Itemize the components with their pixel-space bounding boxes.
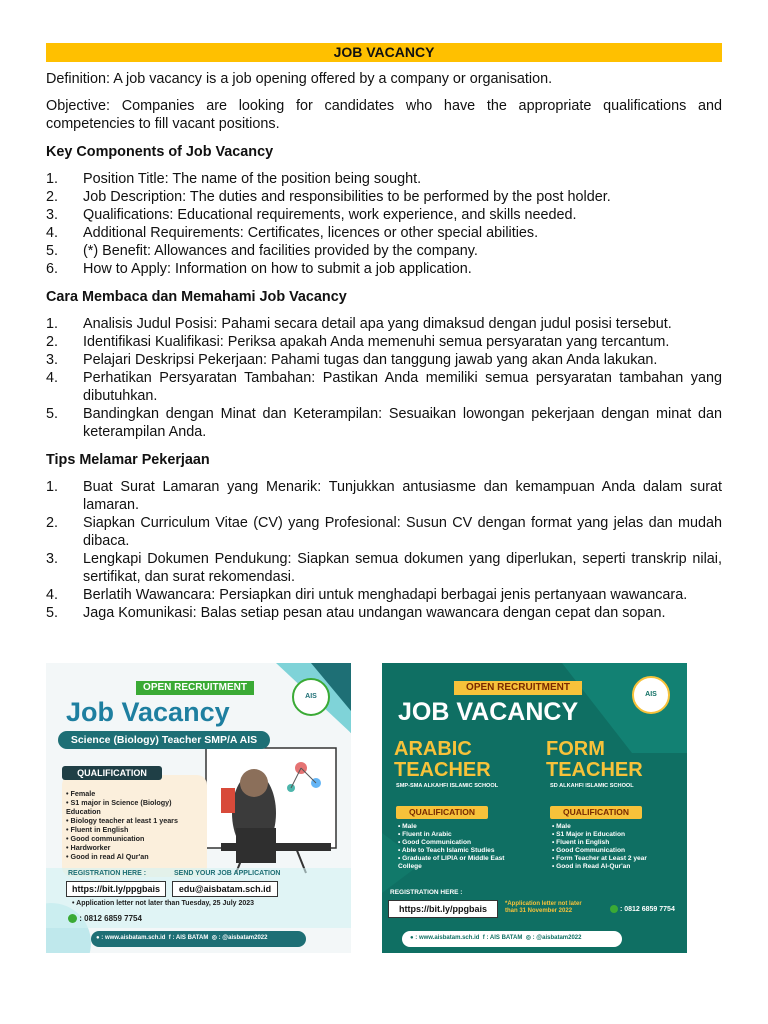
list-text: Lengkapi Dokumen Pendukung: Siapkan semua dokumen yang diperlukan, seperti transkrip nilai, sertifikat, dan surat rekomendasi. bbox=[83, 551, 722, 585]
web-icon: ● bbox=[410, 935, 414, 941]
list-number: 5. bbox=[46, 406, 59, 422]
section-heading-key-components: Key Components of Job Vacancy bbox=[46, 144, 274, 160]
deadline-line: than 31 November 2022 bbox=[505, 908, 573, 914]
qual-item: • Good in Read Al-Qur'an bbox=[552, 863, 631, 870]
qual-item: • S1 Major in Education bbox=[552, 831, 626, 838]
poster-a-reg-label: REGISTRATION HERE : bbox=[68, 870, 147, 877]
poster-b-left-school: SMP-SMA ALKAHFI ISLAMIC SCHOOL bbox=[396, 783, 499, 789]
list-text: Analisis Judul Posisi: Pahami secara detail apa yang dimaksud dengan judul posisi tersebut. bbox=[83, 316, 672, 332]
school-logo-icon bbox=[292, 678, 330, 716]
list-item bbox=[46, 333, 722, 351]
poster-biology-teacher bbox=[46, 663, 351, 953]
qual-item: • Good in read Al Qur'an bbox=[66, 852, 149, 861]
poster-b-right-title-2: TEACHER bbox=[546, 759, 643, 781]
poster-a-footer: ● : www.aisbatam.sch.id f : AIS BATAM ◎ : @aisbatam2022 bbox=[96, 935, 268, 941]
section-heading-cara-membaca: Cara Membaca dan Memahami Job Vacancy bbox=[46, 289, 347, 305]
list-text: Pelajari Deskripsi Pekerjaan: Pahami tugas dan tanggung jawab yang akan Anda lakukan. bbox=[83, 352, 658, 368]
list-number: 3. bbox=[46, 551, 59, 567]
definition-paragraph: Definition: A job vacancy is a job opening offered by a company or organisation. bbox=[46, 71, 553, 87]
list-text: Position Title: The name of the position being sought. bbox=[83, 171, 422, 187]
list-text: Bandingkan dengan Minat dan Keterampilan: Sesuaikan lowongan pekerjaan dengan minat dan keterampilan Anda. bbox=[83, 406, 722, 440]
list-item bbox=[46, 351, 722, 369]
list-number: 4. bbox=[46, 370, 59, 386]
poster-b-left-qual-list bbox=[398, 823, 528, 871]
poster-arabic-form-teacher bbox=[382, 663, 687, 953]
list-number: 2. bbox=[46, 189, 59, 205]
poster-a-qual-label: QUALIFICATION bbox=[62, 766, 162, 780]
list-text: Siapkan Curriculum Vitae (CV) yang Profesional: Susun CV dengan format yang jelas dan mudah dibaca. bbox=[83, 515, 722, 549]
list-number: 4. bbox=[46, 587, 59, 603]
qual-item: • Good Communication bbox=[552, 847, 626, 854]
qual-item: • Male bbox=[398, 823, 417, 830]
list-text: How to Apply: Information on how to submit a job application. bbox=[83, 261, 472, 277]
list-number: 3. bbox=[46, 352, 59, 368]
poster-b-headline: JOB VACANCY bbox=[398, 698, 579, 726]
poster-b-footer: ● : www.aisbatam.sch.id f : AIS BATAM ◎ : @aisbatam2022 bbox=[410, 935, 582, 941]
school-logo-icon bbox=[632, 676, 670, 714]
qual-item: • S1 major in Science (Biology) Education bbox=[66, 798, 172, 816]
poster-a-send-label: SEND YOUR JOB APPLICATION bbox=[174, 870, 281, 877]
list-item bbox=[46, 188, 722, 206]
poster-b-left-qual-label: QUALIFICATION bbox=[396, 806, 488, 819]
qual-item: • Graduate of LIPIA or Middle East College bbox=[398, 855, 505, 870]
list-item bbox=[46, 315, 722, 333]
list-text: Buat Surat Lamaran yang Menarik: Tunjukkan antusiasme dan kemampuan Anda dalam surat lamaran. bbox=[83, 479, 722, 513]
list-text: (*) Benefit: Allowances and facilities provided by the company. bbox=[83, 243, 478, 259]
poster-b-deadline bbox=[505, 901, 582, 915]
list-item bbox=[46, 224, 722, 242]
list-item bbox=[46, 260, 722, 278]
list-item bbox=[46, 206, 722, 224]
poster-a-badge: OPEN RECRUITMENT bbox=[136, 681, 254, 695]
list-number: 2. bbox=[46, 334, 59, 350]
list-number: 4. bbox=[46, 225, 59, 241]
list-item bbox=[46, 604, 722, 622]
list-item bbox=[46, 514, 722, 550]
qual-item: • Biology teacher at least 1 years bbox=[66, 816, 178, 825]
qual-item: • Fluent in Arabic bbox=[398, 831, 452, 838]
list-item bbox=[46, 478, 722, 514]
qual-item: • Hardworker bbox=[66, 843, 111, 852]
list-text: Qualifications: Educational requirements, work experience, and skills needed. bbox=[83, 207, 577, 223]
list-item bbox=[46, 405, 722, 441]
qual-item: • Female bbox=[66, 789, 96, 798]
logo-text: AIS bbox=[645, 691, 657, 698]
web-icon: ● bbox=[96, 935, 100, 941]
deadline-line: *Application letter not later bbox=[505, 901, 582, 907]
logo-text: AIS bbox=[305, 693, 317, 700]
instagram-icon: ◎ bbox=[211, 935, 217, 941]
poster-a-headline: Job Vacancy bbox=[66, 697, 230, 727]
list-text: Berlatih Wawancara: Persiapkan diri untuk menghadapi berbagai jenis pertanyaan wawancara. bbox=[83, 587, 688, 603]
list-item bbox=[46, 170, 722, 188]
key-components-list bbox=[46, 170, 722, 278]
poster-b-reg-label: REGISTRATION HERE : bbox=[390, 889, 463, 896]
poster-a-subtitle: Science (Biology) Teacher SMP/A AIS bbox=[58, 731, 270, 749]
list-number: 5. bbox=[46, 243, 59, 259]
page-title: JOB VACANCY bbox=[46, 43, 722, 62]
poster-b-right-title-1: FORM bbox=[546, 738, 605, 760]
poster-b-phone: : 0812 6859 7754 bbox=[610, 905, 675, 913]
cara-membaca-list bbox=[46, 315, 722, 441]
qual-item: • Male bbox=[552, 823, 571, 830]
list-item bbox=[46, 550, 722, 586]
qual-item: • Good communication bbox=[66, 834, 145, 843]
list-number: 5. bbox=[46, 605, 59, 621]
whatsapp-icon bbox=[68, 914, 77, 923]
list-item bbox=[46, 369, 722, 405]
list-number: 6. bbox=[46, 261, 59, 277]
poster-a-deadline: • Application letter not later than Tuesday, 25 July 2023 bbox=[72, 900, 255, 907]
poster-b-left-title-2: TEACHER bbox=[394, 759, 491, 781]
list-number: 2. bbox=[46, 515, 59, 531]
facebook-icon: f bbox=[168, 935, 171, 941]
list-item bbox=[46, 242, 722, 260]
poster-b-badge: OPEN RECRUITMENT bbox=[454, 681, 582, 695]
qual-item: • Fluent in English bbox=[66, 825, 129, 834]
poster-a-phone: : 0812 6859 7754 bbox=[68, 914, 142, 923]
list-number: 1. bbox=[46, 316, 59, 332]
poster-b-left-title-1: ARABIC bbox=[394, 738, 472, 760]
poster-b-right-school: SD ALKAHFI ISLAMIC SCHOOL bbox=[550, 783, 634, 789]
poster-b-reg-link[interactable]: https://bit.ly/ppgbais bbox=[388, 900, 498, 918]
poster-a-reg-link[interactable]: https://bit.ly/ppgbais bbox=[66, 881, 166, 897]
list-text: Jaga Komunikasi: Balas setiap pesan atau undangan wawancara dengan cepat dan sopan. bbox=[83, 605, 666, 621]
list-item bbox=[46, 586, 722, 604]
qual-item: • Form Teacher at Least 2 year bbox=[552, 855, 647, 862]
list-number: 3. bbox=[46, 207, 59, 223]
list-text: Additional Requirements: Certificates, licences or other special abilities. bbox=[83, 225, 539, 241]
qual-item: • Fluent in English bbox=[552, 839, 610, 846]
poster-a-qual-list bbox=[66, 789, 206, 861]
facebook-icon: f bbox=[482, 935, 485, 941]
instagram-icon: ◎ bbox=[525, 935, 531, 941]
poster-b-right-qual-list bbox=[552, 823, 682, 871]
list-text: Perhatikan Persyaratan Tambahan: Pastikan Anda memiliki semua persyaratan tambahan yang dibutuhkan. bbox=[83, 370, 722, 404]
poster-b-right-qual-label: QUALIFICATION bbox=[550, 806, 642, 819]
list-number: 1. bbox=[46, 171, 59, 187]
whatsapp-icon bbox=[610, 905, 618, 913]
list-text: Identifikasi Kualifikasi: Periksa apakah Anda memenuhi semua persyaratan yang tercantum. bbox=[83, 334, 670, 350]
document-body bbox=[46, 43, 722, 622]
qual-item: • Good Communication bbox=[398, 839, 472, 846]
tips-list bbox=[46, 478, 722, 622]
objective-paragraph: Objective: Companies are looking for candidates who have the appropriate qualifications and competencies to fill vacant positions. bbox=[46, 98, 722, 132]
qual-item: • Able to Teach Islamic Studies bbox=[398, 847, 495, 854]
poster-a-email[interactable]: edu@aisbatam.sch.id bbox=[172, 881, 278, 897]
section-heading-tips: Tips Melamar Pekerjaan bbox=[46, 452, 210, 468]
list-text: Job Description: The duties and responsibilities to be performed by the post holder. bbox=[83, 189, 611, 205]
list-number: 1. bbox=[46, 479, 59, 495]
